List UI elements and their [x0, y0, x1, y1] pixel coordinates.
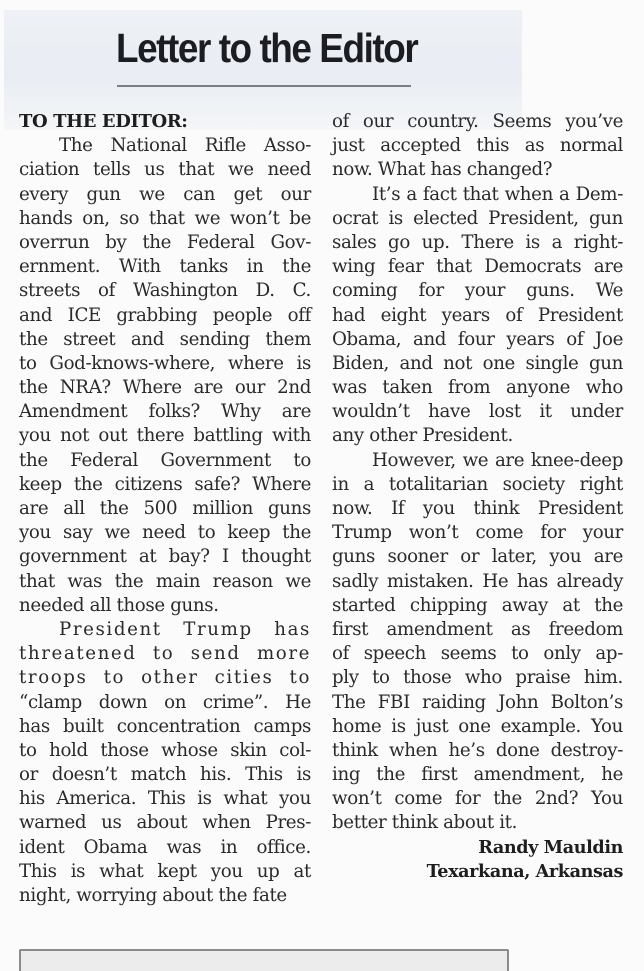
text-line: ident Obama was in office. — [19, 836, 311, 858]
text-line: ing the first amendment, he — [332, 764, 623, 786]
text-line: ciation tells us that we need — [19, 159, 311, 181]
text-line: “clamp down on crime”. He — [19, 691, 311, 713]
text-line: of our country. Seems you’ve — [332, 111, 623, 132]
text-line: now. What has changed? — [332, 159, 553, 181]
text-line: the NRA? Where are our 2nd — [19, 377, 311, 399]
text-line: Trump won’t come for your — [332, 522, 623, 544]
text-line: every gun we can get our — [19, 183, 311, 205]
text-line: had eight years of President — [332, 304, 623, 326]
text-line: warned us about when Pres- — [19, 812, 311, 834]
text-line: It’s a fact that when a Dem- — [372, 183, 623, 205]
text-line: guns sooner or later, you are — [332, 546, 623, 568]
signature-location: Texarkana, Arkansas — [426, 860, 623, 882]
text-line: or doesn’t match his. This is — [19, 764, 311, 786]
text-line: first amendment as freedom — [332, 618, 623, 640]
text-line: has built concentration camps — [19, 715, 311, 737]
text-line: that was the main reason we — [19, 570, 311, 592]
text-line: in a totalitarian society right — [332, 473, 623, 495]
left-column — [19, 110, 311, 908]
text-line: ocrat is elected President, gun — [332, 207, 623, 229]
text-line: started chipping away at the — [332, 594, 623, 616]
text-line: just accepted this as normal — [332, 135, 623, 157]
text-line: wouldn’t have lost it under — [332, 401, 623, 423]
text-line: hands on, so that we won’t be — [19, 207, 311, 229]
text-line: needed all those guns. — [19, 594, 219, 616]
text-line: government at bay? I thought — [19, 546, 311, 568]
text-line: streets of Washington D. C. — [19, 280, 311, 302]
text-line: President Trump has — [59, 618, 311, 640]
text-line: This is what kept you up at — [19, 860, 311, 882]
left-column-text — [19, 134, 311, 908]
title-divider — [117, 85, 411, 87]
text-line: you say we need to keep the — [19, 522, 311, 544]
text-line: Obama, and four years of Joe — [332, 328, 623, 350]
text-line: troops to other cities to — [19, 667, 311, 689]
text-line: to God-knows-where, where is — [19, 352, 311, 374]
text-line: and ICE grabbing people off — [19, 304, 311, 326]
page-title: Letter to the Editor — [116, 25, 418, 71]
text-line: won’t come for the 2nd? You — [332, 788, 623, 810]
text-line: Amendment folks? Why are — [19, 401, 311, 423]
text-line: the street and sending them — [19, 328, 311, 350]
salutation: TO THE EDITOR: — [19, 111, 188, 132]
text-line: any other President. — [332, 425, 513, 447]
text-line: sadly mistaken. He has already — [332, 570, 623, 592]
text-line: keep the citizens safe? Where — [19, 473, 311, 495]
text-line: However, we are knee-deep — [372, 449, 623, 471]
text-line: was taken from anyone who — [332, 377, 623, 399]
text-line: his America. This is what you — [19, 788, 311, 810]
signature-name: Randy Mauldin — [478, 836, 623, 858]
text-line: to hold those whose skin col- — [19, 739, 311, 761]
text-line: the Federal Government to — [19, 449, 311, 471]
next-section-box — [19, 949, 509, 971]
text-line: are all the 500 million guns — [19, 498, 311, 519]
text-line: ernment. With tanks in the — [19, 256, 311, 278]
text-line: of speech seems to only ap- — [332, 643, 623, 665]
text-line: threatened to send more — [19, 643, 311, 665]
text-line: home is just one example. You — [332, 715, 623, 737]
text-line: night, worrying about the fate — [19, 885, 287, 906]
text-line: The FBI raiding John Bolton’s — [332, 691, 623, 713]
text-line: better think about it. — [332, 812, 518, 834]
text-line: The National Rifle Asso- — [59, 135, 311, 157]
right-column — [332, 110, 623, 884]
text-line: Biden, and not one single gun — [332, 352, 623, 374]
text-line: sales go up. There is a right- — [332, 231, 623, 253]
text-line: ply to those who praise him. — [332, 667, 623, 689]
text-line: think when he’s done destroy- — [332, 739, 623, 761]
right-column-text — [332, 110, 623, 836]
text-line: wing fear that Democrats are — [332, 256, 623, 278]
text-line: now. If you think President — [332, 498, 623, 519]
text-line: overrun by the Federal Gov- — [19, 231, 311, 253]
text-line: you not out there battling with — [19, 425, 311, 447]
text-line: coming for your guns. We — [332, 280, 623, 302]
